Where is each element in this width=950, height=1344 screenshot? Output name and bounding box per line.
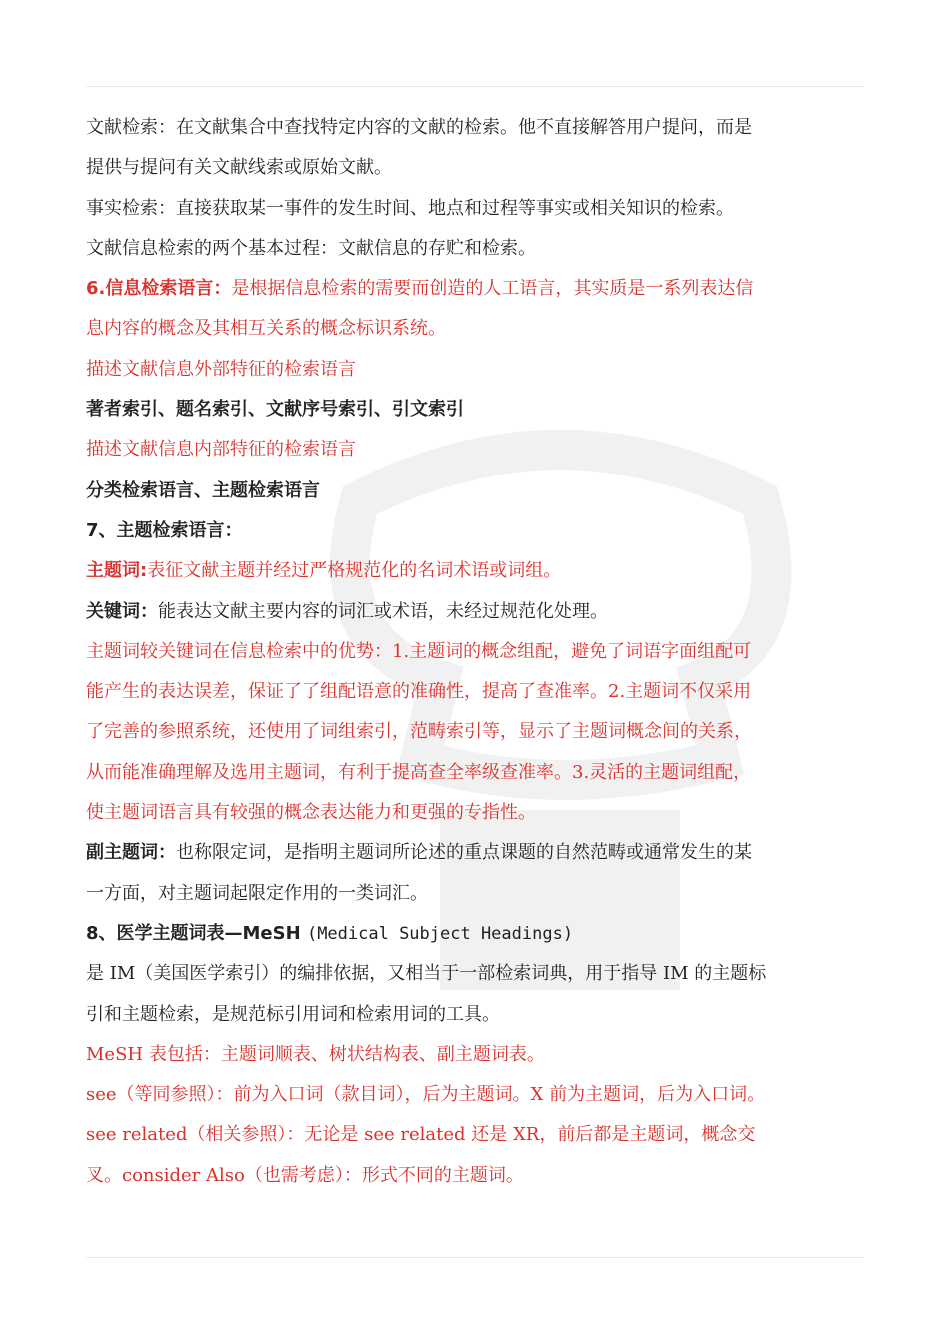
text-segment: 也称限定词，是指明主题词所论述的重点课题的自然范畴或通常发生的某 (176, 842, 752, 864)
text-segment: 关键词： (86, 600, 158, 622)
text-line (86, 632, 886, 672)
text-line (86, 189, 886, 229)
footer-rule (86, 1257, 864, 1258)
text-segment: see related（相关参照）：无论是 see related 还是 XR，前后都是主题词，概念交 (86, 1124, 756, 1146)
text-segment: 主题词: (86, 560, 148, 582)
text-segment: 主题词较关键词在信息检索中的优势：1.主题词的概念组配，避免了词语字面组配可 (86, 640, 752, 662)
text-line (86, 471, 886, 511)
text-line (86, 833, 886, 873)
text-line (86, 430, 886, 470)
text-segment: 提供与提问有关文献线索或原始文献。 (86, 157, 392, 179)
text-segment: 著者索引、题名索引、文献序号索引、引文索引 (86, 399, 464, 421)
text-segment: MeSH 表包括：主题词顺表、树状结构表、副主题词表。 (86, 1043, 545, 1065)
text-segment: 从而能准确理解及选用主题词，有利于提高查全率级查准率。3.灵活的主题词组配， (86, 761, 752, 783)
text-line (86, 1075, 886, 1115)
text-line (86, 309, 886, 349)
text-line (86, 1156, 886, 1196)
text-segment: 文献信息检索的两个基本过程：文献信息的存贮和检索。 (86, 237, 536, 259)
text-segment: see（等同参照）：前为入口词（款目词），后为主题词。X 前为主题词，后为入口词。 (86, 1084, 766, 1106)
text-segment: 表征文献主题并经过严格规范化的名词术语或词组。 (147, 560, 562, 582)
text-line (86, 1035, 886, 1075)
text-segment: 事实检索：直接获取某一事件的发生时间、地点和过程等事实或相关知识的检索。 (86, 197, 734, 219)
text-segment: 分类检索语言、主题检索语言 (86, 479, 320, 501)
text-line (86, 954, 886, 994)
text-segment: 8、医学主题词表—MeSH (86, 922, 307, 944)
text-line (86, 592, 886, 632)
text-line (86, 914, 886, 954)
text-segment: 叉。consider Also（也需考虑）：形式不同的主题词。 (86, 1164, 524, 1186)
text-line (86, 350, 886, 390)
text-line (86, 874, 886, 914)
text-segment: 文献检索：在文献集合中查找特定内容的文献的检索。他不直接解答用户提问，而是 (86, 117, 752, 138)
text-line (86, 793, 886, 833)
text-segment: 使主题词语言具有较强的概念表达能力和更强的专指性。 (86, 802, 536, 824)
text-line (86, 551, 886, 591)
document-body (86, 108, 886, 1196)
text-line (86, 753, 886, 793)
text-segment: 息内容的概念及其相互关系的概念标识系统。 (86, 318, 446, 340)
text-segment: 是 IM（美国医学索引）的编排依据，又相当于一部检索词典，用于指导 IM 的主题标 (86, 963, 767, 985)
text-segment: (Medical Subject Headings) (306, 923, 574, 944)
text-line (86, 229, 886, 269)
text-line (86, 995, 886, 1035)
text-segment: 能产生的表达误差，保证了了组配语意的准确性，提高了查准率。2.主题词不仅采用 (86, 681, 752, 703)
text-line (86, 390, 886, 430)
text-line (86, 511, 886, 551)
text-segment: 副主题词： (86, 842, 176, 864)
text-line (86, 108, 886, 148)
text-segment: 引和主题检索，是规范标引用词和检索用词的工具。 (86, 1003, 500, 1025)
text-line (86, 712, 886, 752)
text-segment: 描述文献信息内部特征的检索语言 (86, 439, 356, 461)
text-line (86, 269, 886, 309)
text-segment: 是根据信息检索的需要而创造的人工语言，其实质是一系列表达信 (231, 278, 754, 300)
text-line (86, 672, 886, 712)
text-segment: 6.信息检索语言： (86, 278, 232, 300)
text-segment: 描述文献信息外部特征的检索语言 (86, 358, 356, 380)
header-rule (86, 86, 864, 87)
text-segment: 了完善的参照系统，还使用了词组索引，范畴索引等，显示了主题词概念间的关系， (86, 721, 752, 743)
text-segment: 能表达文献主要内容的词汇或术语，未经过规范化处理。 (158, 600, 608, 622)
text-line (86, 148, 886, 188)
text-segment: 一方面，对主题词起限定作用的一类词汇。 (86, 882, 428, 904)
text-segment: 7、主题检索语言： (86, 519, 243, 541)
text-line (86, 1115, 886, 1155)
